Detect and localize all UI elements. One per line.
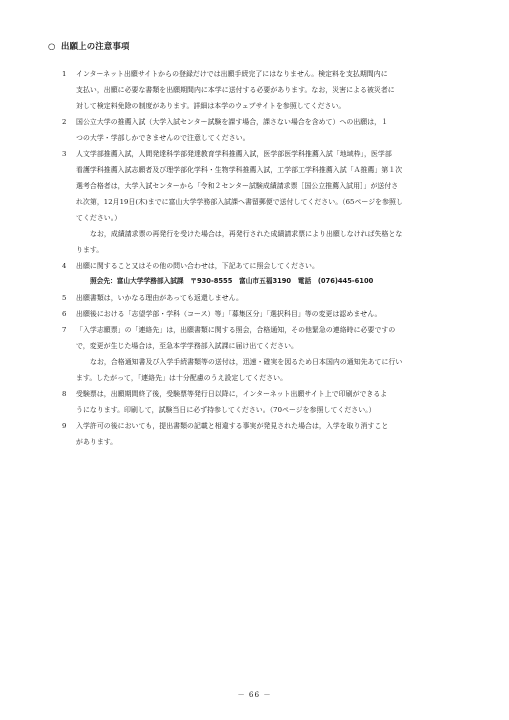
item-7-line: なお，合格通知書及び入学手続書類等の送付は，迅速・確実を図るため日本国内の通知先あてに行い — [90, 358, 403, 366]
item-2-line: 国公立大学の推薦入試（大学入試センター試験を課す場合，課さない場合を含めて）への出願は，１ — [76, 118, 389, 126]
item-4-number: 4 — [62, 262, 67, 270]
item-6-line: 出願後における「志望学部・学科（コース）等」「募集区分」「選択科目」等の変更は認めません。 — [76, 310, 382, 318]
item-3-line: ります。 — [76, 246, 104, 254]
item-9-line: 入学許可の後においても，提出書類の記載と相違する事実が発見された場合は，入学を取り消すこと — [76, 422, 389, 430]
item-2-number: 2 — [62, 118, 67, 126]
item-6-number: 6 — [62, 310, 67, 318]
item-3-number: 3 — [62, 150, 67, 158]
item-3-line: なお，成績請求票の再発行を受けた場合は，再発行された成績請求票により出願しなければ失格とな — [90, 230, 403, 238]
item-5-line: 出願書類は，いかなる理由があっても返還しません。 — [76, 294, 243, 302]
circle-bullet-icon: ○ — [48, 41, 56, 51]
section-title: 出願上の注意事項 — [61, 41, 130, 51]
page-number: － 66 － — [237, 690, 272, 699]
item-3-line: 人文学部推薦入試，人間発達科学部発達教育学科推薦入試，医学部医学科推薦入試「地域枠」，医学部 — [76, 150, 392, 158]
item-3-line: 看護学科推薦入試志願者及び理学部化学科・生物学科推薦入試，工学部工学科推薦入試「Ａ推薦」第１次 — [76, 166, 403, 174]
item-4-line: 出願に関すること又はその他の問い合わせは，下記あてに照会してください。 — [76, 262, 319, 270]
item-2-line: つの大学・学部しかできませんので注意してください。 — [76, 134, 250, 142]
item-1-line: 支払い，出願に必要な書類を出願期間内に本学に送付する必要があります。なお，災害による被災者に — [76, 86, 395, 94]
item-1-line: インターネット出願サイトからの登録だけでは出願手続完了にはなりません。検定料を支払期間内に — [76, 70, 388, 78]
item-3-line: 選考合格者は，大学入試センターから「令和２センター試験成績請求票［国公立推薦入試用］」が送付さ — [76, 182, 399, 190]
contact-info: 照会先：富山大学学務部入試課 〒930-8555 富山市五福3190 電話 (076)445-6100 — [90, 277, 374, 285]
item-9-number: 9 — [62, 422, 67, 430]
item-9-line: があります。 — [76, 438, 118, 446]
item-7-line: 「入学志願票」の「連絡先」は，出願書類に関する照会，合格通知，その他緊急の連絡時に必要ですの — [76, 326, 396, 334]
item-7-line: で，変更が生じた場合は，至急本学学務部入試課に届け出てください。 — [76, 342, 298, 350]
item-5-number: 5 — [62, 294, 67, 302]
item-3-line: てください。） — [76, 214, 122, 222]
section-heading — [48, 40, 130, 52]
item-3-line: れ次第，12月19日(木)までに富山大学学務部入試課へ書留郵便で送付してください。（65ページを参照し — [76, 198, 403, 206]
item-8-number: 8 — [62, 390, 67, 398]
item-1-number: 1 — [62, 70, 67, 78]
item-7-number: 7 — [62, 326, 67, 334]
item-8-line: うになります。印刷して，試験当日に必ず持参してください。（70ページを参照してください。） — [76, 406, 376, 414]
item-7-line: ます。したがって，「連絡先」は十分配慮のうえ設定してください。 — [76, 374, 288, 382]
item-1-line: 対して検定料免除の制度があります。詳細は本学のウェブサイトを参照してください。 — [76, 102, 346, 110]
item-8-line: 受験票は，出願期間終了後，受験票等発行日以降に，インターネット出願サイト上で印刷ができるよ — [76, 390, 388, 398]
